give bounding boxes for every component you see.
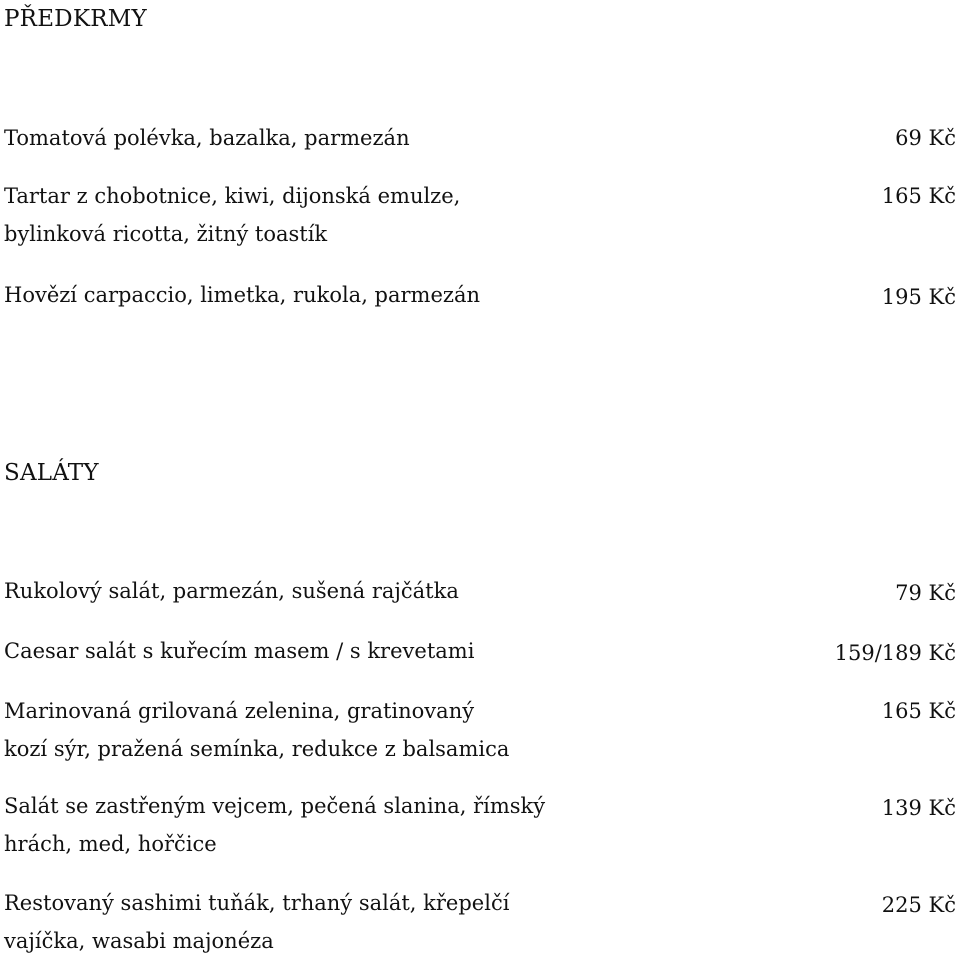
menu-item-name: Marinovaná grilovaná zelenina, gratinovaný kozí sýr, pražená semínka, redukce z balsamica <box>4 699 510 761</box>
menu-item-price: 79 Kč <box>895 581 956 605</box>
menu-item-name: Restovaný sashimi tuňák, trhaný salát, křepelčí vajíčka, wasabi majonéza <box>4 891 510 953</box>
menu-item-price: 165 Kč <box>881 699 956 723</box>
menu-item-price: 159/189 Kč <box>834 641 956 665</box>
section-title-predkrmy: PŘEDKRMY <box>4 6 147 32</box>
menu-item-price: 139 Kč <box>881 796 956 820</box>
menu-item-name: Rukolový salát, parmezán, sušená rajčátka <box>4 579 459 603</box>
menu-item-name: Tomatová polévka, bazalka, parmezán <box>4 126 410 150</box>
menu-item-name: Salát se zastřeným vejcem, pečená slanina, římský hrách, med, hořčice <box>4 794 546 856</box>
menu-item-price: 195 Kč <box>881 285 956 309</box>
menu-item-price: 225 Kč <box>881 893 956 917</box>
menu-item-price: 69 Kč <box>895 126 956 150</box>
menu-item-price: 165 Kč <box>881 184 956 208</box>
menu-item-name: Tartar z chobotnice, kiwi, dijonská emulze, bylinková ricotta, žitný toastík <box>4 184 461 246</box>
section-title-salaty: SALÁTY <box>4 460 99 486</box>
menu-item-name: Hovězí carpaccio, limetka, rukola, parmezán <box>4 283 480 307</box>
menu-item-name: Caesar salát s kuřecím masem / s krevetami <box>4 639 475 663</box>
